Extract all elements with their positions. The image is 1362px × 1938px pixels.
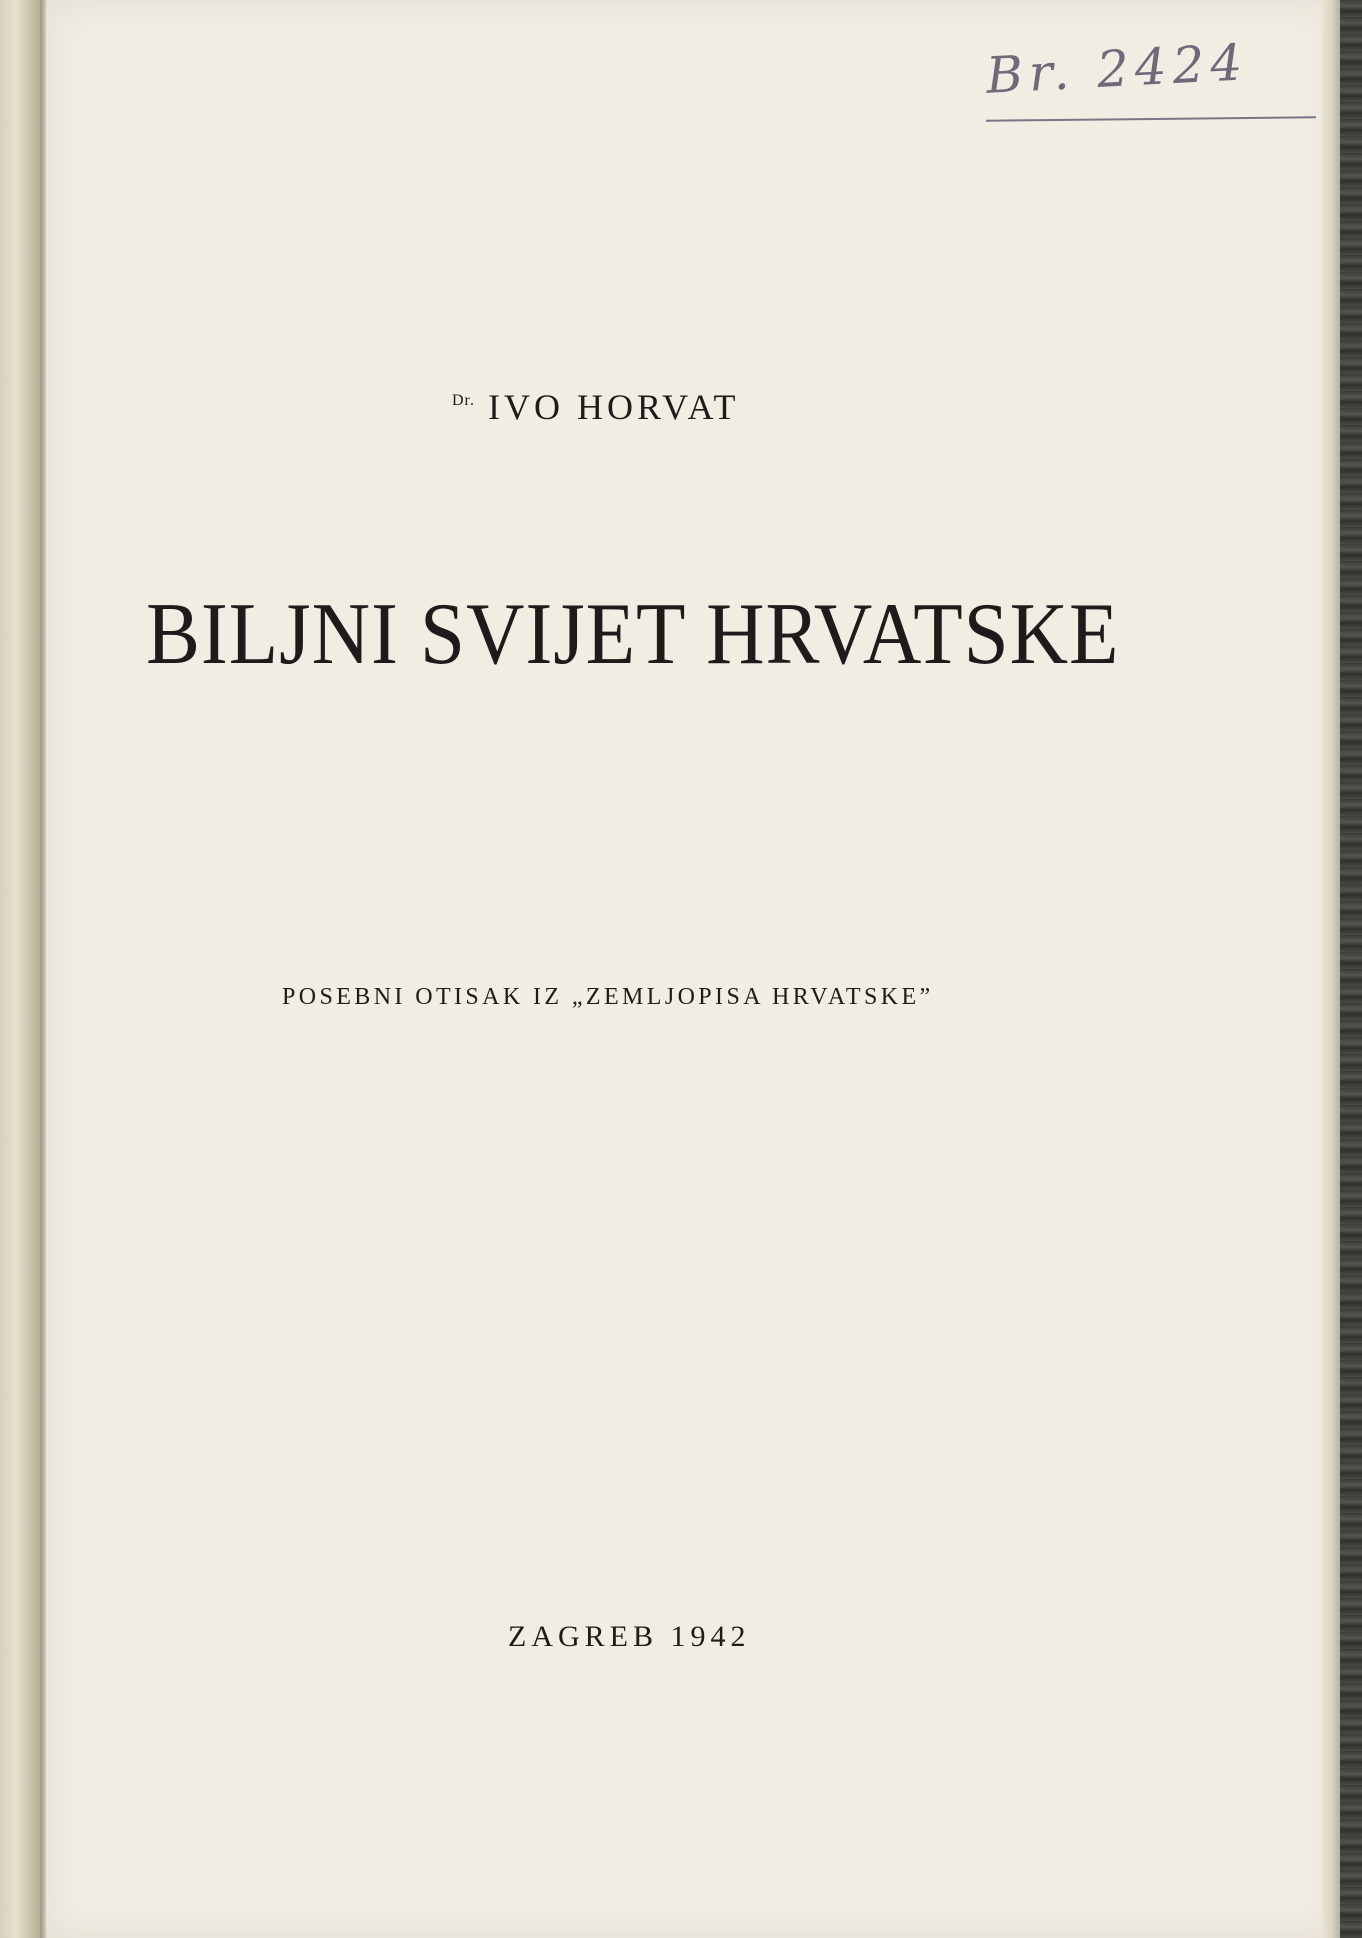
- shelfmark-underline: [986, 116, 1316, 121]
- author-name: IVO HORVAT: [488, 387, 740, 427]
- page-right-edge: [1322, 0, 1340, 1938]
- book-subtitle: POSEBNI OTISAK IZ „ZEMLJOPISA HRVATSKE”: [282, 984, 934, 1010]
- binding-strip: [0, 0, 40, 1938]
- author-prefix: Dr.: [452, 392, 475, 409]
- cover-edge: [1340, 0, 1362, 1938]
- imprint-place-year: ZAGREB 1942: [508, 1620, 751, 1653]
- author-line: [452, 386, 739, 428]
- book-title: BILJNI SVIJET HRVATSKE: [146, 586, 1120, 683]
- handwritten-shelfmark: Br. 2424: [984, 33, 1250, 105]
- title-page: [46, 0, 1340, 1938]
